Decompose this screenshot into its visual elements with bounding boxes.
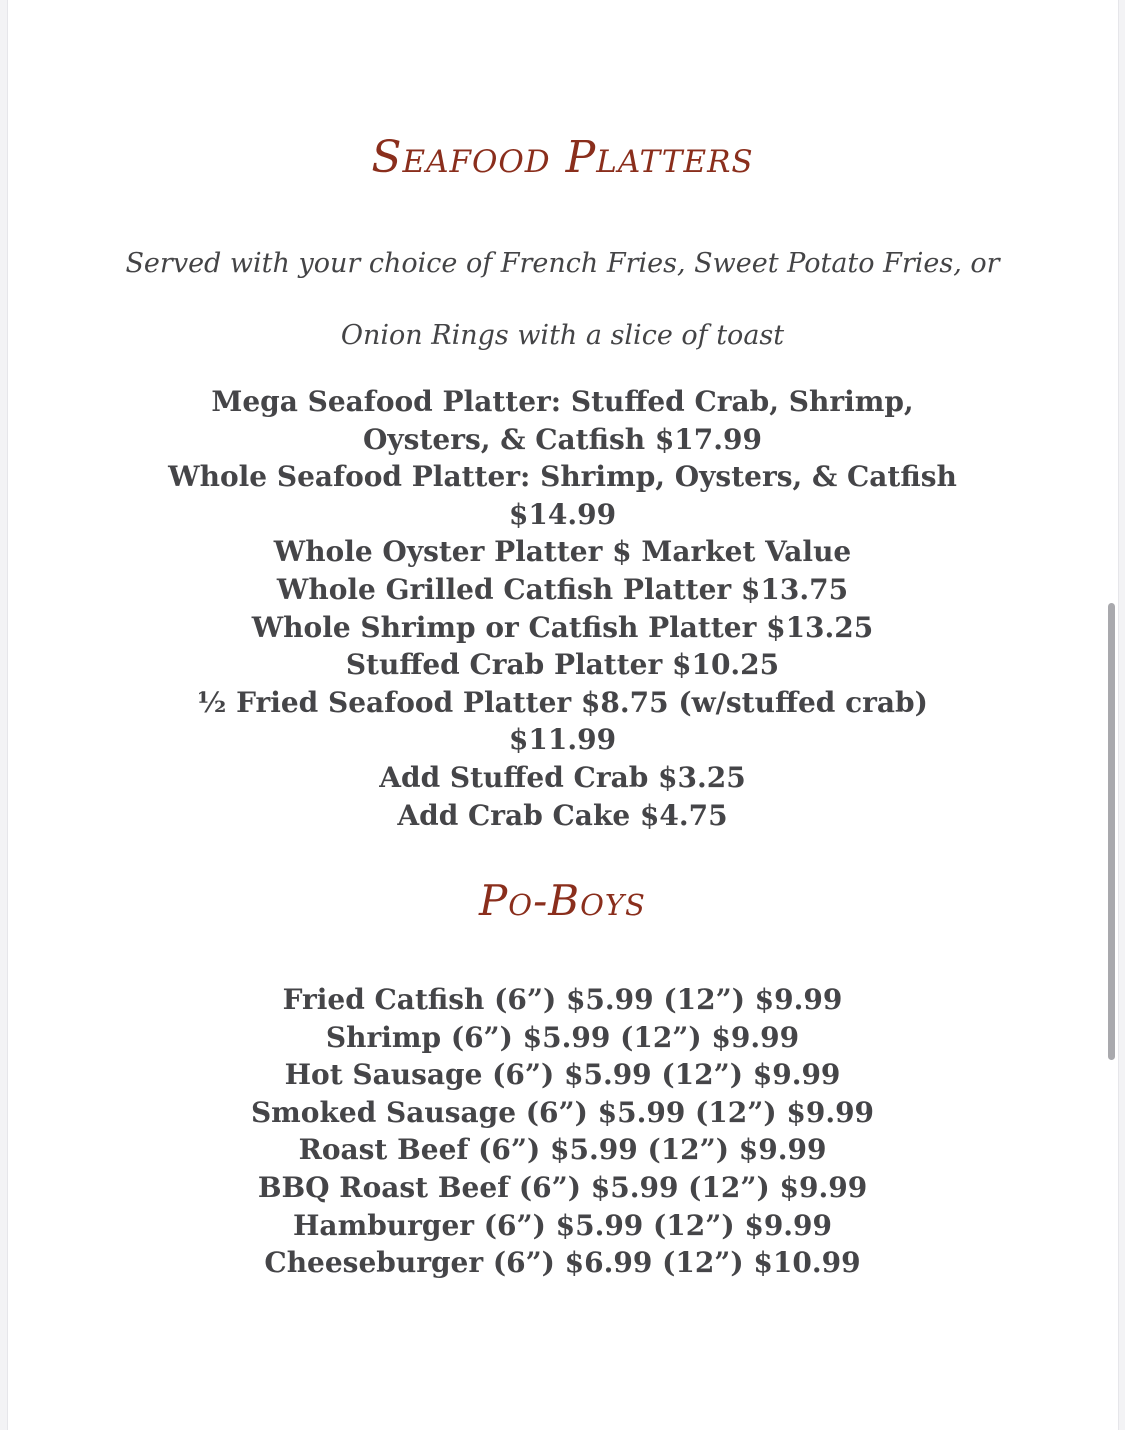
scrollbar-thumb[interactable] — [1108, 603, 1115, 1060]
menu-line: BBQ Roast Beef (6”) $5.99 (12”) $9.99 — [257, 1170, 868, 1204]
menu-line: Mega Seafood Platter: Stuffed Crab, Shrimp, — [211, 385, 914, 418]
seafood-platters-title: Seafood Platters — [371, 132, 754, 183]
menu-line: Whole Seafood Platter: Shrimp, Oysters, & Catfish — [168, 460, 957, 494]
menu-line: Cheeseburger (6”) $6.99 (12”) $10.99 — [264, 1246, 861, 1280]
seafood-platters-list — [0, 383, 1125, 834]
menu-line: Hot Sausage (6”) $5.99 (12”) $9.99 — [284, 1058, 841, 1092]
po-boys-title: Po-Boys — [479, 876, 646, 925]
menu-line: Shrimp (6”) $5.99 (12”) $9.99 — [325, 1020, 800, 1054]
menu-line: Fried Catfish (6”) $5.99 (12”) $9.99 — [282, 983, 843, 1016]
menu-line: $11.99 — [508, 723, 617, 757]
menu-line: Add Stuffed Crab $3.25 — [379, 760, 746, 794]
menu-line: Add Crab Cake $4.75 — [397, 798, 728, 832]
seafood-subtitle-line-2: Onion Rings with a slice of toast — [340, 320, 785, 351]
menu-line: Stuffed Crab Platter $10.25 — [345, 648, 780, 682]
menu-line: $14.99 — [508, 497, 617, 531]
menu-line: Smoked Sausage (6”) $5.99 (12”) $9.99 — [250, 1095, 875, 1129]
menu-line: ½ Fried Seafood Platter $8.75 (w/stuffed crab) — [197, 685, 928, 719]
menu-line: Whole Shrimp or Catfish Platter $13.25 — [251, 610, 874, 644]
menu-line: Roast Beef (6”) $5.99 (12”) $9.99 — [298, 1133, 827, 1167]
po-boys-list — [0, 981, 1125, 1282]
menu-line: Whole Grilled Catfish Platter $13.75 — [276, 572, 849, 606]
menu-line: Whole Oyster Platter $ Market Value — [273, 535, 852, 569]
menu-line: Hamburger (6”) $5.99 (12”) $9.99 — [292, 1208, 833, 1242]
menu-line: Oysters, & Catfish $17.99 — [363, 422, 762, 456]
seafood-subtitle-line-1: Served with your choice of French Fries, Sweet Potato Fries, or — [125, 248, 1000, 279]
